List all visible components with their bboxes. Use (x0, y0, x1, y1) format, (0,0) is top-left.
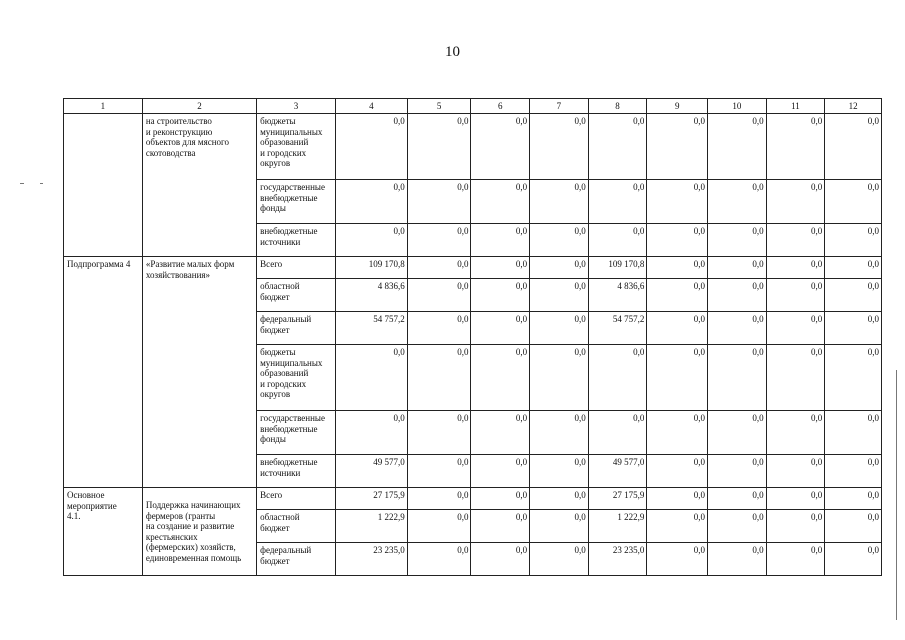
amount-cell: 0,0 (647, 345, 708, 411)
amount-cell: 0,0 (766, 224, 825, 257)
amount-cell: 0,0 (708, 114, 767, 180)
funding-source-cell: федеральный бюджет (257, 312, 336, 345)
amount-cell: 0,0 (471, 455, 530, 488)
program-code-cell (64, 114, 143, 257)
amount-cell: 54 757,2 (588, 312, 647, 345)
column-number: 11 (766, 99, 825, 114)
funding-source-cell: внебюджетные источники (257, 224, 336, 257)
amount-cell: 0,0 (471, 411, 530, 455)
column-number: 1 (64, 99, 143, 114)
amount-cell: 0,0 (766, 455, 825, 488)
amount-cell: 109 170,8 (335, 257, 407, 279)
amount-cell: 0,0 (825, 114, 882, 180)
amount-cell: 0,0 (647, 543, 708, 576)
amount-cell: 0,0 (708, 279, 767, 312)
amount-cell: 0,0 (708, 345, 767, 411)
amount-cell: 0,0 (335, 114, 407, 180)
amount-cell: 0,0 (825, 312, 882, 345)
amount-cell: 0,0 (471, 510, 530, 543)
amount-cell: 0,0 (471, 224, 530, 257)
amount-cell: 0,0 (407, 455, 471, 488)
amount-cell: 0,0 (471, 543, 530, 576)
amount-cell: 0,0 (825, 510, 882, 543)
amount-cell: 0,0 (407, 345, 471, 411)
program-code-cell: Подпрограмма 4 (64, 257, 143, 488)
funding-source-cell: областной бюджет (257, 279, 336, 312)
amount-cell: 0,0 (588, 224, 647, 257)
amount-cell: 0,0 (708, 180, 767, 224)
amount-cell: 27 175,9 (335, 488, 407, 510)
funding-source-cell: государственные внебюджетные фонды (257, 180, 336, 224)
amount-cell: 1 222,9 (335, 510, 407, 543)
amount-cell: 0,0 (647, 312, 708, 345)
amount-cell: 0,0 (825, 279, 882, 312)
amount-cell: 0,0 (407, 114, 471, 180)
amount-cell: 0,0 (647, 455, 708, 488)
amount-cell: 0,0 (766, 257, 825, 279)
funding-source-cell: бюджеты муниципальных образований и городских округов (257, 114, 336, 180)
amount-cell: 0,0 (471, 312, 530, 345)
amount-cell: 0,0 (708, 543, 767, 576)
amount-cell: 0,0 (530, 312, 589, 345)
program-name-cell: «Развитие малых форм хозяйствования» (142, 257, 256, 488)
amount-cell: 0,0 (647, 224, 708, 257)
column-number: 5 (407, 99, 471, 114)
amount-cell: 0,0 (708, 455, 767, 488)
amount-cell: 49 577,0 (588, 455, 647, 488)
amount-cell: 23 235,0 (335, 543, 407, 576)
amount-cell: 0,0 (647, 488, 708, 510)
amount-cell: 0,0 (825, 411, 882, 455)
column-number: 2 (142, 99, 256, 114)
amount-cell: 49 577,0 (335, 455, 407, 488)
column-number: 6 (471, 99, 530, 114)
amount-cell: 0,0 (825, 180, 882, 224)
scan-mark (896, 370, 897, 620)
amount-cell: 0,0 (647, 411, 708, 455)
amount-cell: 0,0 (825, 488, 882, 510)
amount-cell: 0,0 (471, 257, 530, 279)
amount-cell: 0,0 (530, 345, 589, 411)
amount-cell: 0,0 (766, 543, 825, 576)
amount-cell: 0,0 (825, 257, 882, 279)
budget-table (63, 98, 882, 576)
table-row (64, 114, 882, 180)
program-code-cell: Основное мероприятие 4.1. (64, 488, 143, 576)
amount-cell: 0,0 (766, 411, 825, 455)
amount-cell: 0,0 (647, 510, 708, 543)
amount-cell: 23 235,0 (588, 543, 647, 576)
amount-cell: 0,0 (471, 114, 530, 180)
amount-cell: 0,0 (825, 543, 882, 576)
amount-cell: 0,0 (766, 345, 825, 411)
amount-cell: 0,0 (708, 411, 767, 455)
amount-cell: 0,0 (335, 411, 407, 455)
amount-cell: 0,0 (335, 224, 407, 257)
column-number: 9 (647, 99, 708, 114)
amount-cell: 0,0 (530, 257, 589, 279)
amount-cell: 0,0 (530, 455, 589, 488)
funding-source-cell: областной бюджет (257, 510, 336, 543)
amount-cell: 0,0 (588, 411, 647, 455)
amount-cell: 0,0 (335, 345, 407, 411)
amount-cell: 0,0 (471, 488, 530, 510)
amount-cell: 0,0 (407, 279, 471, 312)
amount-cell: 0,0 (766, 488, 825, 510)
amount-cell: 0,0 (708, 224, 767, 257)
amount-cell: 0,0 (647, 279, 708, 312)
amount-cell: 0,0 (766, 510, 825, 543)
column-number: 4 (335, 99, 407, 114)
amount-cell: 0,0 (407, 411, 471, 455)
amount-cell: 0,0 (766, 279, 825, 312)
amount-cell: 0,0 (647, 114, 708, 180)
scan-mark (20, 183, 24, 184)
scan-mark (40, 183, 43, 184)
funding-source-cell: федеральный бюджет (257, 543, 336, 576)
column-number: 3 (257, 99, 336, 114)
amount-cell: 0,0 (407, 224, 471, 257)
amount-cell: 0,0 (825, 345, 882, 411)
amount-cell: 0,0 (407, 510, 471, 543)
amount-cell: 0,0 (766, 312, 825, 345)
amount-cell: 0,0 (530, 411, 589, 455)
amount-cell: 4 836,6 (588, 279, 647, 312)
funding-source-cell: Всего (257, 488, 336, 510)
program-name-cell: Поддержка начинающих фермеров (гранты на создание и развитие крестьянских (фермерских) хозяйств, единовременная помощь (142, 488, 256, 576)
amount-cell: 0,0 (708, 312, 767, 345)
amount-cell: 0,0 (766, 180, 825, 224)
amount-cell: 109 170,8 (588, 257, 647, 279)
amount-cell: 0,0 (530, 224, 589, 257)
amount-cell: 54 757,2 (335, 312, 407, 345)
amount-cell: 0,0 (530, 180, 589, 224)
amount-cell: 0,0 (708, 488, 767, 510)
program-name-cell: на строительство и реконструкцию объектов для мясного скотоводства (142, 114, 256, 257)
amount-cell: 0,0 (588, 114, 647, 180)
amount-cell: 27 175,9 (588, 488, 647, 510)
funding-source-cell: Всего (257, 257, 336, 279)
amount-cell: 0,0 (407, 257, 471, 279)
amount-cell: 0,0 (708, 257, 767, 279)
amount-cell: 0,0 (588, 180, 647, 224)
amount-cell: 1 222,9 (588, 510, 647, 543)
amount-cell: 0,0 (407, 180, 471, 224)
amount-cell: 0,0 (708, 510, 767, 543)
funding-source-cell: государственные внебюджетные фонды (257, 411, 336, 455)
funding-source-cell: бюджеты муниципальных образований и городских округов (257, 345, 336, 411)
column-number: 12 (825, 99, 882, 114)
amount-cell: 0,0 (647, 257, 708, 279)
column-number-row (64, 99, 882, 114)
amount-cell: 0,0 (530, 510, 589, 543)
amount-cell: 0,0 (407, 312, 471, 345)
amount-cell: 0,0 (825, 455, 882, 488)
table-row (64, 488, 882, 510)
column-number: 10 (708, 99, 767, 114)
amount-cell: 0,0 (530, 279, 589, 312)
amount-cell: 0,0 (407, 488, 471, 510)
amount-cell: 0,0 (471, 180, 530, 224)
amount-cell: 0,0 (588, 345, 647, 411)
amount-cell: 0,0 (530, 543, 589, 576)
amount-cell: 0,0 (647, 180, 708, 224)
amount-cell: 0,0 (471, 279, 530, 312)
funding-source-cell: внебюджетные источники (257, 455, 336, 488)
amount-cell: 4 836,6 (335, 279, 407, 312)
amount-cell: 0,0 (335, 180, 407, 224)
amount-cell: 0,0 (407, 543, 471, 576)
column-number: 8 (588, 99, 647, 114)
amount-cell: 0,0 (825, 224, 882, 257)
amount-cell: 0,0 (766, 114, 825, 180)
column-number: 7 (530, 99, 589, 114)
page-number: 10 (445, 44, 460, 60)
amount-cell: 0,0 (530, 488, 589, 510)
amount-cell: 0,0 (530, 114, 589, 180)
table-row (64, 257, 882, 279)
amount-cell: 0,0 (471, 345, 530, 411)
